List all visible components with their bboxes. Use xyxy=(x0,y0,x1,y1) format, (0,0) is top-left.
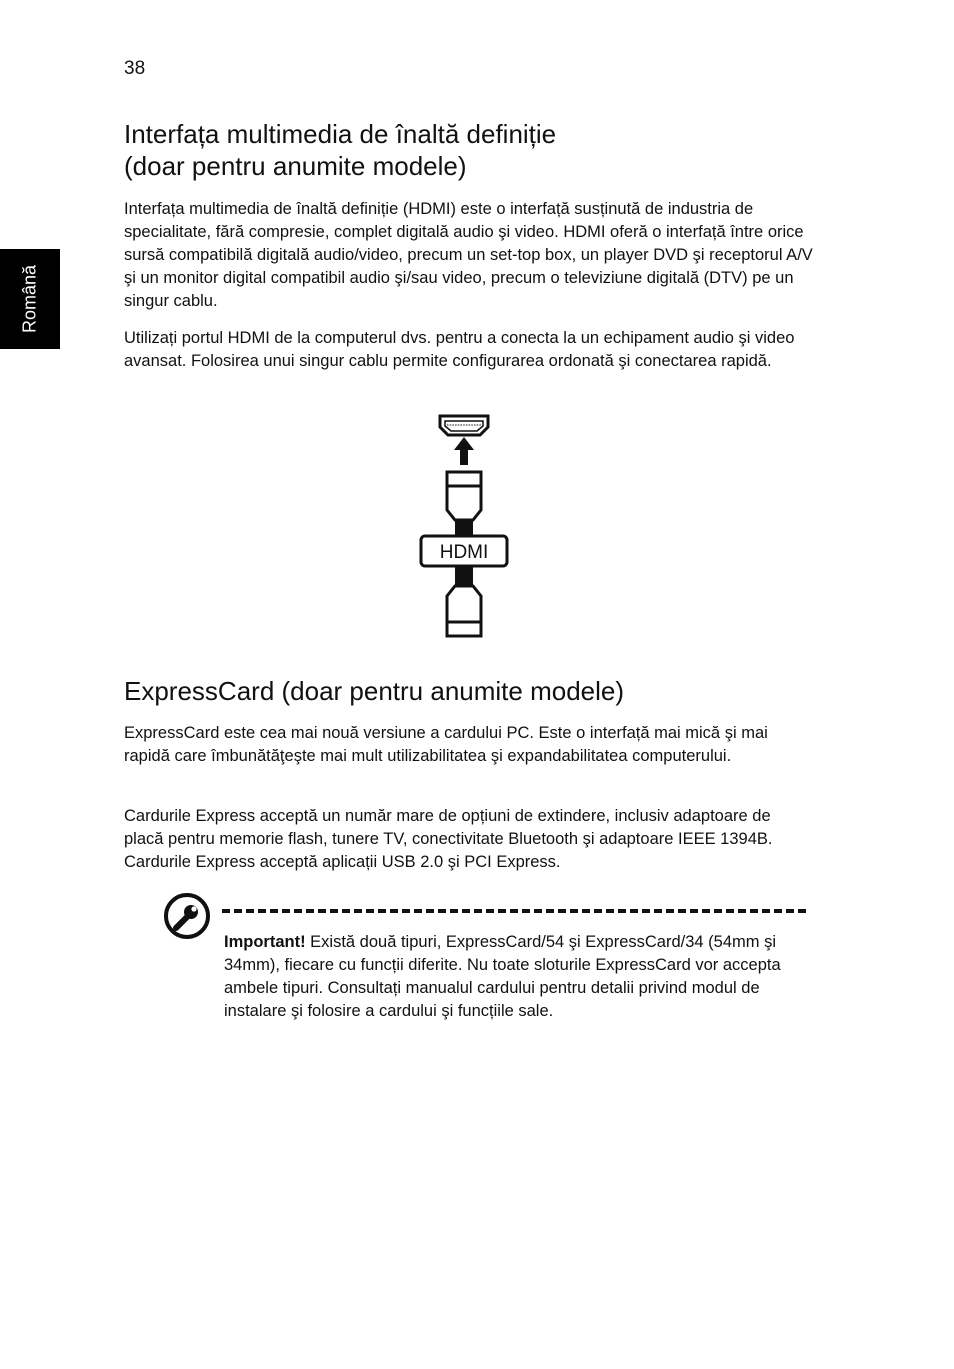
hdmi-diagram-label: HDMI xyxy=(439,542,489,563)
language-tab xyxy=(0,249,60,349)
hdmi-cable-diagram xyxy=(416,410,516,642)
expresscard-section-title: ExpressCard (doar pentru anumite modele) xyxy=(124,676,625,706)
page-number: 38 xyxy=(124,58,146,79)
wrench-icon xyxy=(163,892,211,940)
hdmi-paragraph-1: Interfața multimedia de înaltă definiție (HDMI) este o interfață susținută de industria de specialitate, fără compresie, complet digitală audio şi video. HDMI oferă o interfață între orice sursă compatibilă digitală audio/video, precum un set-top box, un player DVD şi receptorul A/V şi un monitor digital compatibil audio şi/sau video, precum o televiziune digitală (DTV) pe un singur cablu. xyxy=(124,200,813,310)
hdmi-title-line-2: (doar pentru anumite modele) xyxy=(124,151,467,181)
language-tab-label: Română xyxy=(19,264,40,334)
important-label: Important! xyxy=(224,933,306,951)
hdmi-paragraph-2: Utilizați portul HDMI de la computerul dvs. pentru a conecta la un echipament audio şi video avansat. Folosirea unui singur cablu permite configurarea ordonată şi conectarea rapidă. xyxy=(124,329,795,370)
expresscard-paragraph-2: Cardurile Express acceptă un număr mare de opțiuni de extindere, inclusiv adaptoare de placă pentru memorie flash, tunere TV, conectivitate Bluetooth şi adaptoare IEEE 1394B. Cardurile Express acceptă aplicații USB 2.0 şi PCI Express. xyxy=(124,807,773,871)
expresscard-paragraph-1: ExpressCard este cea mai nouă versiune a cardului PC. Este o interfață mai mică şi mai rapidă care îmbunătăţeşte mai mult utilizabilitatea şi expandabilitatea computerului. xyxy=(124,724,768,765)
hdmi-title-line-1: Interfața multimedia de înaltă definiție xyxy=(124,119,557,149)
hdmi-section-title xyxy=(124,118,556,182)
important-text: Există două tipuri, ExpressCard/54 şi ExpressCard/34 (54mm şi 34mm), fiecare cu funcții diferite. Nu toate sloturile ExpressCard vor accepta ambele tipuri. Consultați manualul cardului pentru detalii privind modul de instalare şi folosire a cardului şi funcțiile sale. xyxy=(224,933,781,1020)
note-divider xyxy=(222,909,806,913)
important-note xyxy=(224,931,794,1023)
